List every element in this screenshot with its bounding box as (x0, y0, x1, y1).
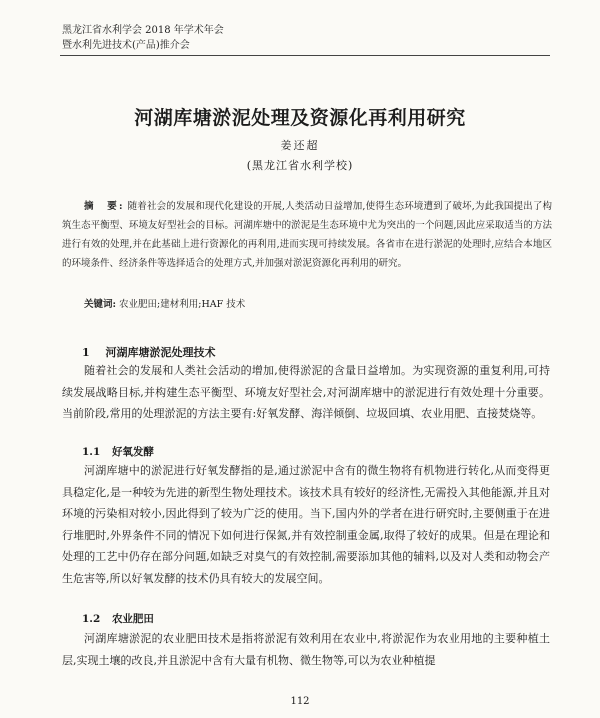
section-1-1-number: 1.1 (82, 446, 101, 458)
abstract-text: 随着社会的发展和现代化建设的开展,人类活动日益增加,使得生态环境遭到了破坏,为此我国提出了构筑生态平衡型、环境友好型社会的目标。河湖库塘中的淤泥是生态环境中尤为突出的一个问题,因此应采取适当的方法进行有效的处理,并在此基础上进行资源化的再利用,进而实现可持续发展。各省市在进行淤泥的处理时,应结合本地区的环境条件、经济条件等选择适合的处理方式,并加强对淤泥资源化再利用的研究。 (62, 201, 552, 269)
section-1-2-heading (82, 611, 154, 626)
section-1-paragraph: 随着社会的发展和人类社会活动的增加,使得淤泥的含量日益增加。为实现资源的重复利用,可持续发展战略目标,并构建生态平衡型、环境友好型社会,对河湖库塘中的淤泥进行有效处理十分重要。当前阶段,常用的处理淤泥的方法主要有:好氧发酵、海洋倾倒、垃圾回填、农业用肥、直接焚烧等。 (62, 364, 550, 420)
section-1-heading (82, 344, 216, 360)
section-1-2-number: 1.2 (82, 613, 101, 625)
section-1-1-heading (82, 444, 154, 459)
section-1-title: 河湖库塘淤泥处理技术 (105, 346, 216, 359)
keywords (62, 297, 552, 313)
author-name: 姜还超 (280, 139, 320, 152)
header-line-1: 黑龙江省水利学会 2018 年学术年会 (62, 25, 224, 36)
keywords-text: 农业肥田;建材利用;HAF 技术 (119, 299, 246, 310)
header-line-2: 暨水利先进技术(产品)推介会 (62, 40, 190, 51)
paper-title: 河湖库塘淤泥处理及资源化再利用研究 (134, 107, 466, 129)
section-1-number: 1 (82, 346, 90, 359)
page-number: 112 (290, 696, 310, 707)
abstract-label: 摘 要: (84, 201, 125, 212)
section-1-2-paragraph: 河湖库塘淤泥的农业肥田技术是指将淤泥有效利用在农业中,将淤泥作为农业用地的主要种植土层,实现土壤的改良,并且淤泥中含有大量有机物、微生物等,可以为农业种植提 (62, 632, 550, 667)
running-header (62, 23, 224, 53)
author-affiliation: (黑龙江省水利学校) (246, 159, 354, 172)
keywords-label: 关键词: (84, 299, 117, 310)
section-1-1-title: 好氧发酵 (111, 446, 154, 458)
section-1-1-paragraph: 河湖库塘中的淤泥进行好氧发酵指的是,通过淤泥中含有的微生物将有机物进行转化,从而变得更具稳定化,是一种较为先进的新型生物处理技术。该技术具有较好的经济性,无需投入其他能源,并且对环境的污染相对较小,因此得到了较为广泛的使用。当下,国内外的学者在进行研究时,主要侧重于在进行堆肥时,外界条件不同的情况下如何进行保氮,并有效控制重金属,取得了较好的成果。但是在理论和处理的工艺中仍存在部分问题,如缺乏对臭气的有效控制,需要添加其他的辅料,以及对人类和动物会产生危害等,所以好氧发酵的技术仍具有较大的发展空间。 (62, 464, 550, 585)
abstract (62, 197, 552, 273)
section-1-2-title: 农业肥田 (111, 613, 154, 625)
header-rule (60, 55, 550, 56)
